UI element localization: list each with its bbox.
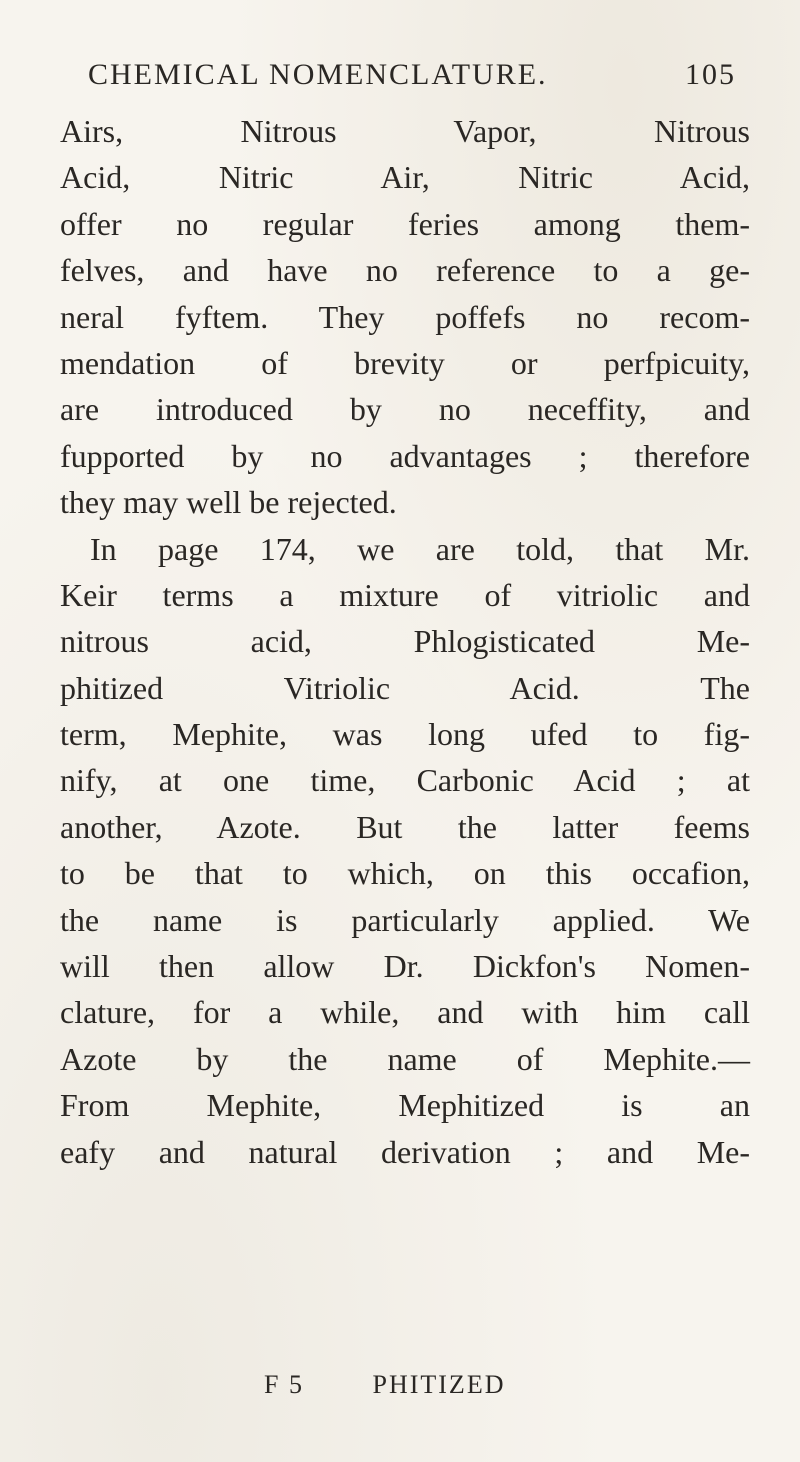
text-line: eafy and natural derivation ; and Me- <box>60 1133 750 1170</box>
page-number: 105 <box>685 58 736 91</box>
text-line: another, Azote. But the latter feems <box>60 808 750 845</box>
text-line: they may well be rejected. <box>60 484 397 521</box>
text-line: mendation of brevity or perfpicuity, <box>60 344 750 381</box>
text-line: Acid, Nitric Air, Nitric Acid, <box>60 159 750 196</box>
signature-mark: F 5 <box>264 1370 304 1399</box>
text-line: nitrous acid, Phlogisticated Me- <box>60 623 750 660</box>
running-head <box>88 58 736 92</box>
text-line: From Mephite, Mephitized is an <box>60 1087 750 1124</box>
catchword: PHITIZED <box>372 1370 506 1399</box>
page-footer <box>264 1370 744 1400</box>
text-line: will then allow Dr. Dickfon's Nomen- <box>60 948 750 985</box>
text-line: In page 174, we are told, that Mr. <box>90 530 750 567</box>
text-line: felves, and have no reference to a ge- <box>60 252 750 289</box>
text-line: Airs, Nitrous Vapor, Nitrous <box>60 113 750 149</box>
text-line: clature, for a while, and with him call <box>60 994 750 1031</box>
text-line: are introduced by no neceffity, and <box>60 391 750 428</box>
body-text <box>60 108 750 1175</box>
text-line: term, Mephite, was long ufed to fig- <box>60 716 750 753</box>
text-line: to be that to which, on this occafion, <box>60 855 750 892</box>
text-line: Azote by the name of Mephite.— <box>60 1040 750 1077</box>
text-line: the name is particularly applied. We <box>60 901 750 938</box>
text-line: offer no regular feries among them- <box>60 205 750 242</box>
text-line: phitized Vitriolic Acid. The <box>60 669 750 706</box>
running-head-title: CHEMICAL NOMENCLATURE. <box>88 58 548 91</box>
text-line: neral fyftem. They poffefs no recom- <box>60 298 750 335</box>
text-line: Keir terms a mixture of vitriolic and <box>60 576 750 613</box>
text-line: nify, at one time, Carbonic Acid ; at <box>60 762 750 799</box>
text-line: fupported by no advantages ; therefore <box>60 437 750 474</box>
